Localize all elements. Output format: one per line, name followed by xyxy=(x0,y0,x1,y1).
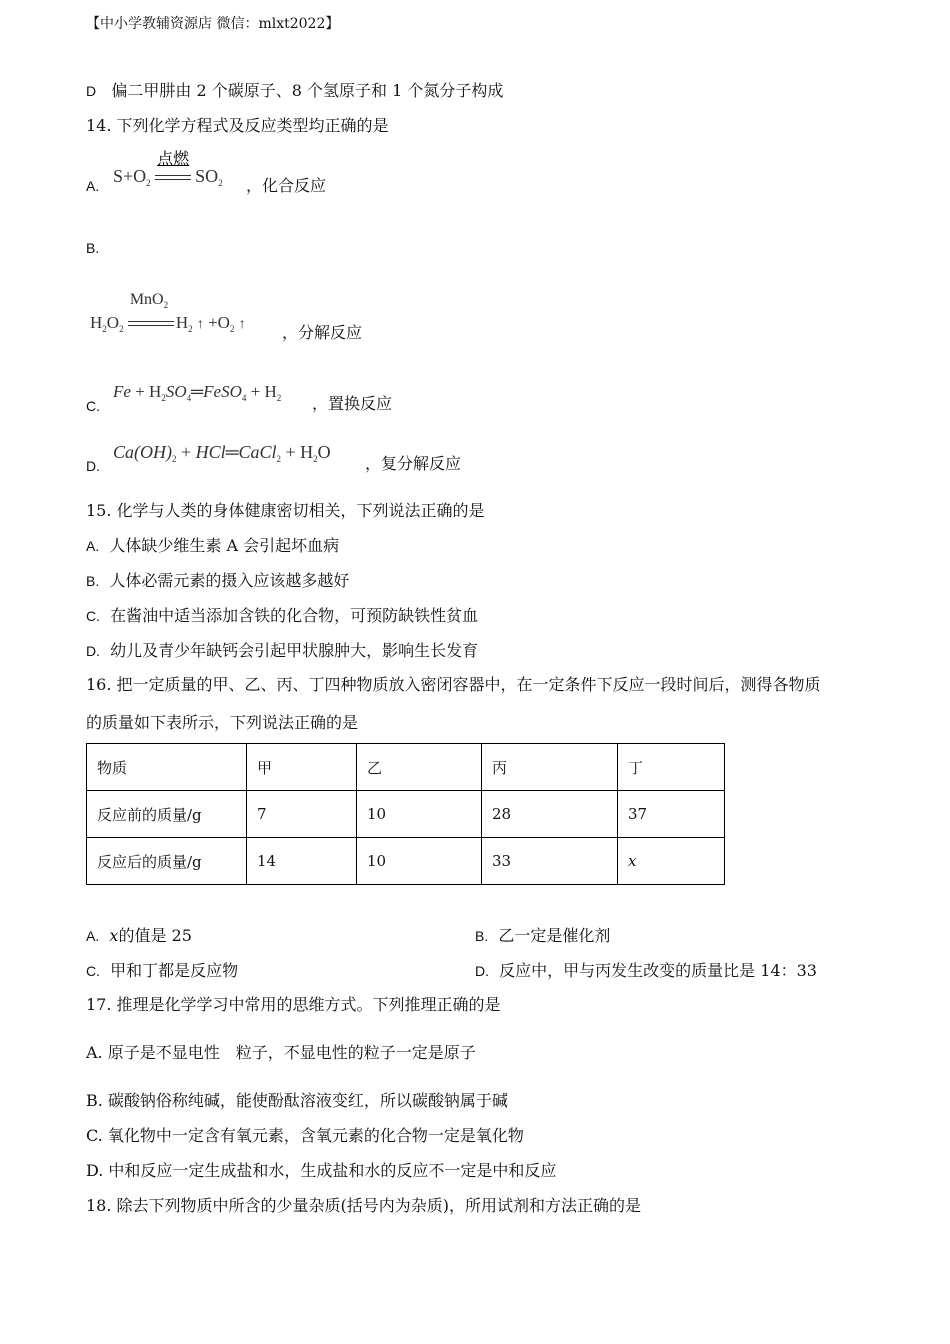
plus-sign: + xyxy=(123,166,134,186)
table-cell: 10 xyxy=(357,838,482,885)
product-so2: SO xyxy=(195,166,219,186)
option-text: 人体必需元素的摄入应该越多越好 xyxy=(109,571,350,590)
plus-sign: + xyxy=(135,382,145,401)
option-letter: D. xyxy=(86,643,100,659)
subscript: 2 xyxy=(102,324,107,334)
reactant-h: H xyxy=(90,313,103,332)
option-letter: D xyxy=(86,83,97,99)
q16-option-a xyxy=(86,926,192,946)
product-h2: H xyxy=(264,382,277,401)
q14-b-equation xyxy=(90,291,246,334)
q14-c-type: ，置换反应 xyxy=(312,394,393,413)
option-letter: D. xyxy=(86,458,100,474)
table-cell: x xyxy=(618,838,725,885)
q14-d-type: ，复分解反应 xyxy=(365,454,462,473)
option-letter: B. xyxy=(86,240,100,256)
reactant-o2: O xyxy=(133,166,147,186)
gas-arrow-icon: ↑ xyxy=(196,317,204,332)
mass-table xyxy=(86,743,725,885)
q14-stem: 14. 下列化学方程式及反应类型均正确的是 xyxy=(86,116,389,135)
plus-sign: + xyxy=(285,442,296,462)
table-cell: 14 xyxy=(247,838,357,885)
subscript: 2 xyxy=(276,393,282,403)
q15-option-a xyxy=(86,536,339,556)
table-cell: 37 xyxy=(618,791,725,838)
q16-option-c xyxy=(86,961,238,981)
condition-ignite: 点燃 xyxy=(157,151,190,168)
reactant-h2so4: H xyxy=(149,382,162,401)
option-letter: C. xyxy=(86,398,100,414)
product-h: H xyxy=(175,313,189,332)
q15-option-c xyxy=(86,606,478,626)
subscript: 2 xyxy=(276,454,281,464)
subscript: 2 xyxy=(218,178,223,188)
subscript: 4 xyxy=(186,393,192,403)
catalyst-text: MnO xyxy=(129,291,164,308)
q13-option-d xyxy=(86,81,503,101)
variable-x: x xyxy=(109,926,119,945)
q17-option-a: A. 原子是不显电性 粒子，不显电性的粒子一定是原子 xyxy=(86,1043,476,1062)
table-cell: 反应后的质量/g xyxy=(87,838,247,885)
plus-sign: + xyxy=(181,442,192,462)
product-o: +O xyxy=(208,313,230,332)
q14-option-c xyxy=(86,396,100,416)
subscript: 2 xyxy=(188,324,193,334)
option-letter: C. xyxy=(86,608,100,624)
table-header-cell: 丙 xyxy=(482,744,618,791)
reactant-o: O xyxy=(106,313,120,332)
table-header-row xyxy=(87,744,725,791)
option-letter: B. xyxy=(475,928,489,944)
q16-option-b xyxy=(475,926,610,946)
q14-c-equation xyxy=(113,382,281,402)
table-header-cell: 丁 xyxy=(618,744,725,791)
condition-catalyst xyxy=(130,291,168,309)
table-row xyxy=(87,791,725,838)
subscript: 2 xyxy=(313,454,318,464)
subscript: 2 xyxy=(163,300,169,310)
equals-arrow-icon xyxy=(128,319,174,329)
option-text: 乙一定是催化剂 xyxy=(498,926,611,945)
q14-b-type: ，分解反应 xyxy=(282,323,363,342)
option-text: 反应中，甲与丙发生改变的质量比是 14：33 xyxy=(499,961,817,980)
gas-arrow-icon: ↑ xyxy=(238,317,246,332)
table-row xyxy=(87,838,725,885)
option-letter: D. xyxy=(475,963,489,979)
subscript: 4 xyxy=(241,393,247,403)
option-letter: A. xyxy=(86,178,100,194)
product-cacl2: CaCl xyxy=(238,442,277,462)
q14-a-type: ，化合反应 xyxy=(246,176,327,195)
reactant-fe: Fe xyxy=(113,382,131,401)
table-header-cell: 物质 xyxy=(87,744,247,791)
option-letter: A. xyxy=(86,928,100,944)
q15-option-d xyxy=(86,641,478,661)
table-cell: 10 xyxy=(357,791,482,838)
q14-a-equation xyxy=(113,151,223,188)
q16-stem-line1: 16. 把一定质量的甲、乙、丙、丁四种物质放入密闭容器中，在一定条件下反应一段时间后，测得各物质 xyxy=(86,675,821,694)
plus-sign: + xyxy=(250,382,261,401)
q17-option-d: D. 中和反应一定生成盐和水，生成盐和水的反应不一定是中和反应 xyxy=(86,1161,557,1180)
page-header: 【中小学教辅资源店 微信：mlxt2022】 xyxy=(86,16,340,32)
subscript: 2 xyxy=(172,454,177,464)
table-cell: 7 xyxy=(247,791,357,838)
equals-arrow-icon xyxy=(155,173,191,183)
option-letter: C. xyxy=(86,963,100,979)
equals-sign: ═ xyxy=(225,442,239,462)
reactant-so: SO xyxy=(165,382,187,401)
reactant-hcl: HCl xyxy=(195,442,226,462)
product-h: H xyxy=(300,442,314,462)
option-text: 甲和丁都是反应物 xyxy=(110,961,239,980)
q16-option-d xyxy=(475,961,817,981)
q14-d-equation xyxy=(113,442,331,463)
q17-option-c: C. 氧化物中一定含有氧元素，含氧元素的化合物一定是氧化物 xyxy=(86,1126,524,1145)
q17-stem: 17. 推理是化学学习中常用的思维方式。下列推理正确的是 xyxy=(86,995,501,1014)
option-letter: B. xyxy=(86,573,100,589)
table-cell: 33 xyxy=(482,838,618,885)
option-text: 幼儿及青少年缺钙会引起甲状腺肿大，影响生长发育 xyxy=(110,641,479,660)
product-feso4: FeSO xyxy=(203,382,242,401)
q14-option-b xyxy=(86,238,99,258)
q18-stem: 18. 除去下列物质中所含的少量杂质(括号内为杂质)，所用试剂和方法正确的是 xyxy=(86,1196,642,1215)
subscript: 2 xyxy=(146,178,151,188)
subscript: 2 xyxy=(119,324,124,334)
option-letter: A. xyxy=(86,538,100,554)
option-text: 的值是 25 xyxy=(118,926,192,945)
reactant-ca: Ca xyxy=(113,442,135,462)
table-header-cell: 甲 xyxy=(247,744,357,791)
subscript: 2 xyxy=(161,393,166,403)
reactant-oh: (OH) xyxy=(134,442,173,462)
subscript: 2 xyxy=(229,324,235,334)
q15-option-b xyxy=(86,571,349,591)
q17-option-b: B. 碳酸钠俗称纯碱，能使酚酞溶液变红，所以碳酸钠属于碱 xyxy=(86,1091,508,1110)
reactant-s: S xyxy=(113,166,124,186)
q16-stem-line2: 的质量如下表所示，下列说法正确的是 xyxy=(86,713,359,732)
table-cell: 反应前的质量/g xyxy=(87,791,247,838)
option-text: 在酱油中适当添加含铁的化合物，可预防缺铁性贫血 xyxy=(110,606,479,625)
equals-sign: ═ xyxy=(191,382,204,401)
table-header-cell: 乙 xyxy=(357,744,482,791)
product-o: O xyxy=(317,442,331,462)
q15-stem: 15. 化学与人类的身体健康密切相关，下列说法正确的是 xyxy=(86,501,485,520)
q14-option-d xyxy=(86,456,100,476)
option-text: 人体缺少维生素 A 会引起坏血病 xyxy=(109,536,340,555)
q14-option-a xyxy=(86,176,99,196)
table-cell: 28 xyxy=(482,791,618,838)
option-text: 偏二甲肼由 2 个碳原子、8 个氢原子和 1 个氮分子构成 xyxy=(111,81,504,100)
